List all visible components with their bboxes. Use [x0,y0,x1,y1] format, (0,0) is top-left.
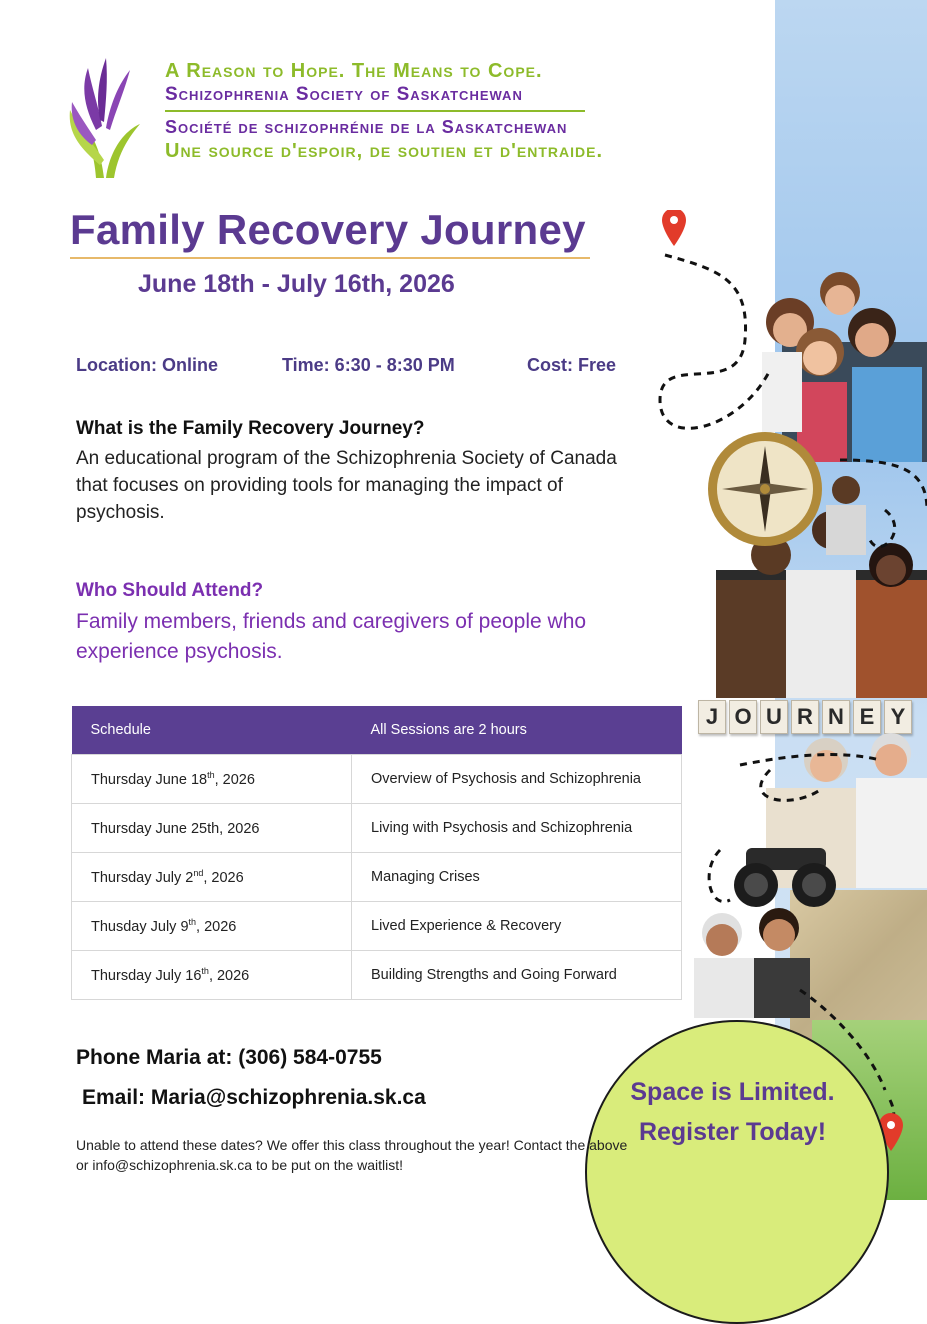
table-row [72,755,682,804]
header-divider [165,110,585,112]
table-row [72,804,682,853]
journey-tile: O [729,700,757,734]
waitlist-note: Unable to attend these dates? We offer this class throughout the year! Contact the above or info@schizophrenia.sk.ca to be put on the waitlist! [76,1137,628,1173]
email-contact: Email: Maria@schizophrenia.sk.ca [82,1086,426,1109]
column-header: Schedule [72,706,352,755]
journey-tile: Y [884,700,912,734]
session-topic: Managing Crises [352,853,682,902]
org-name-fr: Société de schizophrénie de la Saskatchewan [165,117,568,137]
what-body: An educational program of the Schizophrenia Society of Canada that focuses on providing tools for managing the impact of psychosis. [76,448,617,523]
table-row [72,853,682,902]
title-underline [70,257,590,259]
table-row [72,902,682,951]
session-date: Thursday July 2nd, 2026 [72,853,352,902]
register-callout [600,1072,865,1152]
cost-info: Cost: Free [527,355,617,375]
who-body: Family members, friends and caregivers of people who experience psychosis. [76,610,587,663]
journey-tile: J [698,700,726,734]
location-info: Location: Online [76,355,218,375]
org-name-en: Schizophrenia Society of Saskatchewan [165,84,523,105]
session-date: Thusday July 9th, 2026 [72,902,352,951]
tagline-en: A Reason to Hope. The Means to Cope. [165,60,543,82]
phone-contact: Phone Maria at: (306) 584-0755 [76,1046,382,1069]
callout-line1: Space is Limited. [630,1078,835,1106]
logo-icon [66,50,144,178]
session-topic: Overview of Psychosis and Schizophrenia [352,755,682,804]
who-heading: Who Should Attend? [76,580,264,601]
date-range: June 18th - July 16th, 2026 [138,270,455,298]
journey-tile: U [760,700,788,734]
session-date: Thursday July 16th, 2026 [72,951,352,1000]
journey-tile: N [822,700,850,734]
tagline-fr: Une source d'espoir, de soutien et d'entraide. [165,140,604,162]
table-header-row [72,706,682,755]
session-topic: Lived Experience & Recovery [352,902,682,951]
schedule-table [71,706,682,1000]
table-row [72,951,682,1000]
session-date: Thursday June 25th, 2026 [72,804,352,853]
page-title: Family Recovery Journey [70,206,586,253]
time-info: Time: 6:30 - 8:30 PM [282,355,455,375]
journey-tile: R [791,700,819,734]
journey-tile: E [853,700,881,734]
session-topic: Living with Psychosis and Schizophrenia [352,804,682,853]
session-date: Thursday June 18th, 2026 [72,755,352,804]
callout-line2: Register Today! [638,1118,827,1146]
column-header: All Sessions are 2 hours [352,706,682,755]
session-topic: Building Strengths and Going Forward [352,951,682,1000]
what-heading: What is the Family Recovery Journey? [76,418,425,439]
